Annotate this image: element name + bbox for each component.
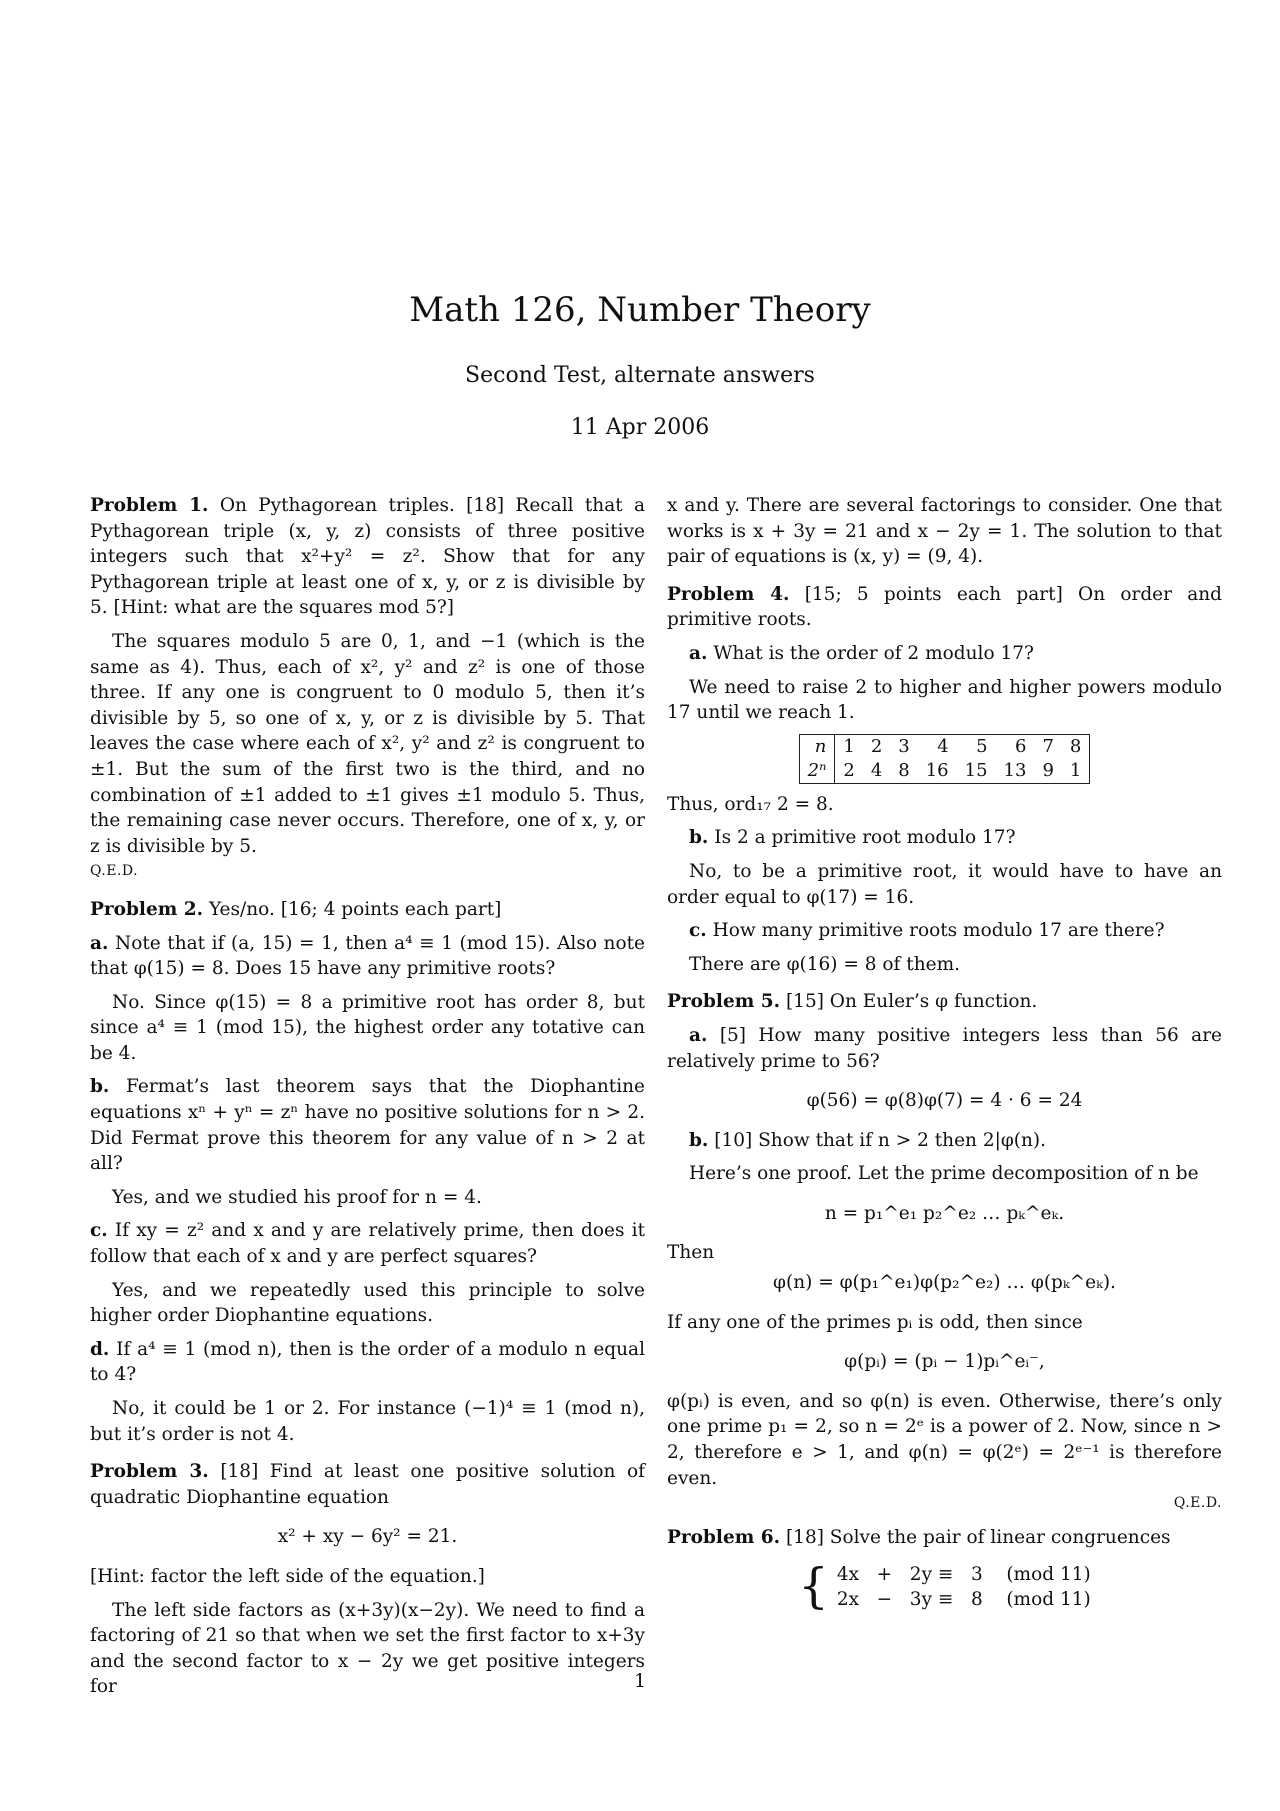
problem-4b-question bbox=[667, 825, 1222, 851]
problem-1 bbox=[90, 493, 645, 621]
problem-5-statement: [15] On Euler’s φ function. bbox=[785, 991, 1038, 1013]
problem-6 bbox=[667, 1525, 1222, 1551]
table-cell: 4 bbox=[870, 759, 883, 781]
table-cell: 4 bbox=[937, 735, 949, 757]
problem-5b-question bbox=[667, 1128, 1222, 1154]
table-row bbox=[799, 759, 1090, 784]
problem-5b-equation-1: n = p₁^e₁ p₂^e₂ … pₖ^eₖ. bbox=[824, 1202, 1065, 1224]
problem-5b-answer-3: φ(pᵢ) is even, and so φ(n) is even. Otherwise, there’s only one prime p₁ = 2, so n = 2ᵉ is a power of 2. Now, since n > 2, therefore e > 1, and φ(n) = φ(2ᵉ) = 2ᵉ⁻¹ is therefore even. bbox=[667, 1390, 1222, 1489]
part-label: d. bbox=[90, 1338, 110, 1360]
system-rows bbox=[837, 1562, 1091, 1612]
part-label: a. bbox=[689, 642, 708, 664]
problem-5a-question bbox=[667, 1023, 1222, 1074]
table-cell: 7 bbox=[1042, 735, 1054, 757]
problem-5a-equation: φ(56) = φ(8)φ(7) = 4 · 6 = 24 bbox=[806, 1090, 1083, 1112]
table-cell: 5 bbox=[976, 735, 988, 757]
problem-4a-answer: We need to raise 2 to higher and higher powers modulo 17 until we reach 1. bbox=[667, 676, 1222, 724]
problem-5b-answer-2: If any one of the primes pᵢ is odd, then since bbox=[667, 1311, 1083, 1333]
system-row: 4x + 2y ≡ 3 (mod 11) bbox=[836, 1564, 1091, 1586]
problem-1-statement: On Pythagorean triples. [18] Recall that a Pythagorean triple (x, y, z) consists of three positive integers such that x²+y² = z². Show that for any Pythagorean triple at least one of x, y, or z is divisible by 5. [Hint: what are the squares mod 5?] bbox=[90, 495, 645, 619]
problem-2-title: Problem 2. bbox=[90, 898, 204, 920]
part-label: c. bbox=[90, 1220, 108, 1242]
table-row-header: n bbox=[799, 734, 835, 759]
problem-2d-question bbox=[90, 1337, 645, 1388]
part-label: b. bbox=[689, 827, 709, 849]
page-number: 1 bbox=[633, 1670, 647, 1692]
page-subtitle: Second Test, alternate answers bbox=[465, 363, 815, 388]
problem-3-statement: [18] Find at least one positive solution of quadratic Diophantine equation bbox=[90, 1461, 645, 1508]
table-cell: 15 bbox=[964, 759, 988, 781]
question-text: If xy = z² and x and y are relatively prime, then does it follow that each of x and y are perfect squares? bbox=[90, 1220, 645, 1268]
question-text: What is the order of 2 modulo 17? bbox=[713, 642, 1034, 664]
problem-4b-answer: No, to be a primitive root, it would have to have an order equal to φ(17) = 16. bbox=[667, 860, 1222, 908]
problem-2c-question bbox=[90, 1218, 645, 1269]
part-label: a. bbox=[689, 1024, 708, 1046]
right-column bbox=[667, 493, 1222, 1615]
problem-2-statement: Yes/no. [16; 4 points each part] bbox=[208, 898, 502, 920]
table-row bbox=[799, 734, 1090, 759]
problem-4c-question bbox=[667, 918, 1222, 944]
question-text: Fermat’s last theorem says that the Diophantine equations xⁿ + yⁿ = zⁿ have no positive solutions for n > 2. Did Fermat prove this theorem for any value of n > 2 at all? bbox=[90, 1076, 645, 1175]
problem-3-answer: The left side factors as (x+3y)(x−2y). We need to find a factoring of 21 so that when we set the first factor to x+3y and the second factor to x − 2y we get positive integers for bbox=[90, 1599, 645, 1698]
part-label: b. bbox=[689, 1129, 709, 1151]
table-cell: 8 bbox=[1069, 735, 1082, 757]
problem-2b-question bbox=[90, 1074, 645, 1176]
problem-2 bbox=[90, 897, 645, 923]
problem-1-title: Problem 1. bbox=[90, 495, 209, 516]
problem-1-qed: Q.E.D. bbox=[90, 863, 139, 880]
question-text: How many primitive roots modulo 17 are there? bbox=[712, 920, 1165, 942]
page-date: 11 Apr 2006 bbox=[570, 415, 710, 440]
page-title: Math 126, Number Theory bbox=[409, 290, 871, 330]
problem-3-equation: x² + xy − 6y² = 21. bbox=[277, 1526, 458, 1548]
problem-4c-answer: There are φ(16) = 8 of them. bbox=[689, 953, 961, 975]
table-cell: 2 bbox=[870, 735, 883, 757]
congruence-system bbox=[667, 1558, 1222, 1615]
problem-1-answer: The squares modulo 5 are 0, 1, and −1 (which is the same as 4). Thus, each of x², y² and z² is one of those three. If any one is congruent to 0 modulo 5, then it’s divisible by 5, so one of x, y, or z is divisible by 5. That leaves the case where each of x², y² and z² is congruent to ±1. But the sum of the first two is the third, and no combination of ±1 added to ±1 gives ±1 modulo 5. Thus, the remaining case never occurs. Therefore, one of x, y, or z is divisible by 5. bbox=[90, 630, 645, 857]
problem-5b-answer-intro: Here’s one proof. Let the prime decomposition of n be bbox=[689, 1163, 1199, 1185]
problem-4a-question bbox=[667, 641, 1222, 667]
problem-5b-qed: Q.E.D. bbox=[1173, 1495, 1222, 1512]
problem-4-statement: [15; 5 points each part] On order and primitive roots. bbox=[667, 583, 1222, 631]
problem-5 bbox=[667, 989, 1222, 1015]
problem-6-title: Problem 6. bbox=[667, 1526, 781, 1548]
question-text: Note that if (a, 15) = 1, then a⁴ ≡ 1 (mod 15). Also note that φ(15) = 8. Does 15 have any primitive roots? bbox=[90, 932, 645, 980]
question-text: If a⁴ ≡ 1 (mod n), then is the order of a modulo n equal to 4? bbox=[90, 1338, 645, 1386]
table-cell: 1 bbox=[843, 735, 855, 757]
question-text: Is 2 a primitive root modulo 17? bbox=[714, 827, 1016, 849]
left-brace-icon: { bbox=[798, 1558, 829, 1615]
problem-4-title: Problem 4. bbox=[667, 583, 790, 605]
problem-5b-equation-2: φ(n) = φ(p₁^e₁)φ(p₂^e₂) … φ(pₖ^eₖ). bbox=[773, 1272, 1116, 1294]
question-text: [10] Show that if n > 2 then 2|φ(n). bbox=[714, 1129, 1047, 1151]
problem-2c-answer: Yes, and we repeatedly used this principle to solve higher order Diophantine equations. bbox=[90, 1279, 645, 1327]
problem-5b-equation-3: φ(pᵢ) = (pᵢ − 1)pᵢ^eᵢ⁻, bbox=[844, 1351, 1045, 1373]
table-cell: 13 bbox=[1003, 759, 1027, 781]
table-cell: 6 bbox=[1015, 735, 1027, 757]
table-cell: 1 bbox=[1069, 759, 1082, 781]
problem-2d-answer: No, it could be 1 or 2. For instance (−1)⁴ ≡ 1 (mod n), but it’s order is not 4. bbox=[90, 1398, 645, 1445]
part-label: b. bbox=[90, 1076, 110, 1098]
question-text: [5] How many positive integers less than 56 are relatively prime to 56? bbox=[667, 1024, 1222, 1072]
table-cell: 3 bbox=[898, 735, 910, 757]
problem-5-title: Problem 5. bbox=[667, 991, 781, 1013]
table-row-header: 2ⁿ bbox=[799, 759, 835, 784]
table-cell: 8 bbox=[898, 759, 910, 781]
left-column bbox=[90, 493, 645, 1700]
part-label: c. bbox=[689, 920, 707, 942]
problem-5b-then: Then bbox=[667, 1242, 715, 1264]
problem-6-statement: [18] Solve the pair of linear congruences bbox=[785, 1526, 1171, 1548]
problem-3-title: Problem 3. bbox=[90, 1461, 209, 1483]
problem-3-hint: [Hint: factor the left side of the equation.] bbox=[90, 1565, 485, 1587]
problem-2b-answer: Yes, and we studied his proof for n = 4. bbox=[112, 1186, 482, 1208]
problem-4a-conclusion: Thus, ord₁₇ 2 = 8. bbox=[667, 793, 834, 815]
system-row: 2x − 3y ≡ 8 (mod 11) bbox=[836, 1589, 1091, 1611]
part-label: a. bbox=[90, 932, 109, 954]
problem-4 bbox=[667, 582, 1222, 633]
problem-2a-question bbox=[90, 931, 645, 982]
problem-3 bbox=[90, 1459, 645, 1510]
problem-3-answer-continued: x and y. There are several factorings to consider. One that works is x + 3y = 21 and x − 2y = 1. The solution to that pair of equations is (x, y) = (9, 4). bbox=[667, 495, 1222, 568]
powers-table bbox=[799, 734, 1091, 784]
table-cell: 9 bbox=[1042, 759, 1054, 781]
table-cell: 2 bbox=[843, 759, 855, 781]
problem-2a-answer: No. Since φ(15) = 8 a primitive root has order 8, but since a⁴ ≡ 1 (mod 15), the highest order any totative can be 4. bbox=[90, 991, 645, 1064]
table-cell: 16 bbox=[925, 759, 949, 781]
